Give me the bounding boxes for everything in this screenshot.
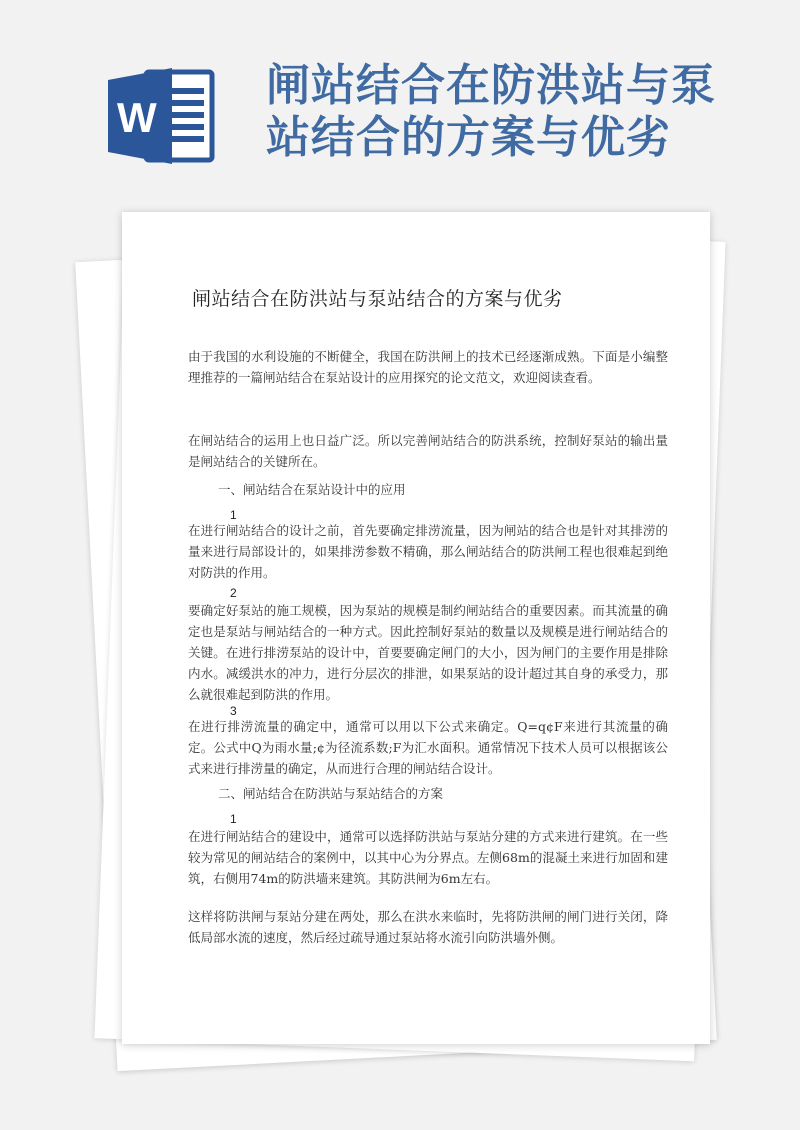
header <box>0 0 800 210</box>
header-title-line1: 闸站结合在防洪站与泵 <box>266 60 716 111</box>
header-title-line2: 站结合的方案与优劣 <box>266 112 671 163</box>
item-number-2: 2 <box>230 586 237 600</box>
header-title <box>266 60 786 164</box>
item-number-4: 1 <box>230 812 237 826</box>
paragraph-item-1: 在进行闸站结合的设计之前，首先要确定排涝流量，因为闸站的结合也是针对其排涝的量来进行局部设计的，如果排涝参数不精确，那么闸站结合的防洪闸工程也很难起到绝对防洪的作用。 <box>188 523 668 580</box>
paragraph-intro: 由于我国的水利设施的不断健全，我国在防洪闸上的技术已经逐渐成熟。下面是小编整理推荐的一篇闸站结合在泵站设计的应用探究的论文范文，欢迎阅读查看。 <box>188 349 668 385</box>
svg-text:W: W <box>117 94 157 141</box>
paragraph-item-2: 要确定好泵站的施工规模，因为泵站的规模是制约闸站结合的重要因素。而其流量的确定也是泵站与闸站结合的一种方式。因此控制好泵站的数量以及规模是进行闸站结合的关键。在进行排涝泵站的设计中，首要要确定闸门的大小，因为闸门的主要作用是排除内水。减缓洪水的冲力，进行分层次的排泄，如果泵站的设计超过其自身的承受力，那么就很难起到防洪的作用。 <box>188 603 668 702</box>
paragraph-conclusion: 这样将防洪闸与泵站分建在两处，那么在洪水来临时，先将防洪闸的闸门进行关闭，降低局部水流的速度，然后经过疏导通过泵站将水流引向防洪墙外侧。 <box>188 909 668 945</box>
document-page <box>122 212 710 1044</box>
paragraph-item-4: 在进行闸站结合的建设中，通常可以选择防洪站与泵站分建的方式来进行建筑。在一些较为常见的闸站结合的案例中，以其中心为分界点。左侧68m的混凝土来进行加固和建筑，右侧用74m的防洪墙来建筑。其防洪闸为6m左右。 <box>188 829 668 886</box>
item-number-3: 3 <box>230 704 237 718</box>
section-heading-1: 一、闸站结合在泵站设计中的应用 <box>218 482 406 497</box>
document-title: 闸站结合在防洪站与泵站结合的方案与优劣 <box>192 288 563 310</box>
paragraph-item-3: 在进行排涝流量的确定中，通常可以用以下公式来确定。Q=q¢F来进行其流量的确定。公式中Q为雨水量;¢为径流系数;F为汇水面积。通常情况下技术人员可以根据该公式来进行排涝量的确定，从而进行合理的闸站结合设计。 <box>188 719 668 776</box>
section-heading-2: 二、闸站结合在防洪站与泵站结合的方案 <box>218 786 444 801</box>
paragraph-overview: 在闸站结合的运用上也日益广泛。所以完善闸站结合的防洪系统，控制好泵站的输出量是闸站结合的关键所在。 <box>188 433 668 469</box>
word-document-icon <box>108 66 218 166</box>
item-number-1: 1 <box>230 508 237 522</box>
